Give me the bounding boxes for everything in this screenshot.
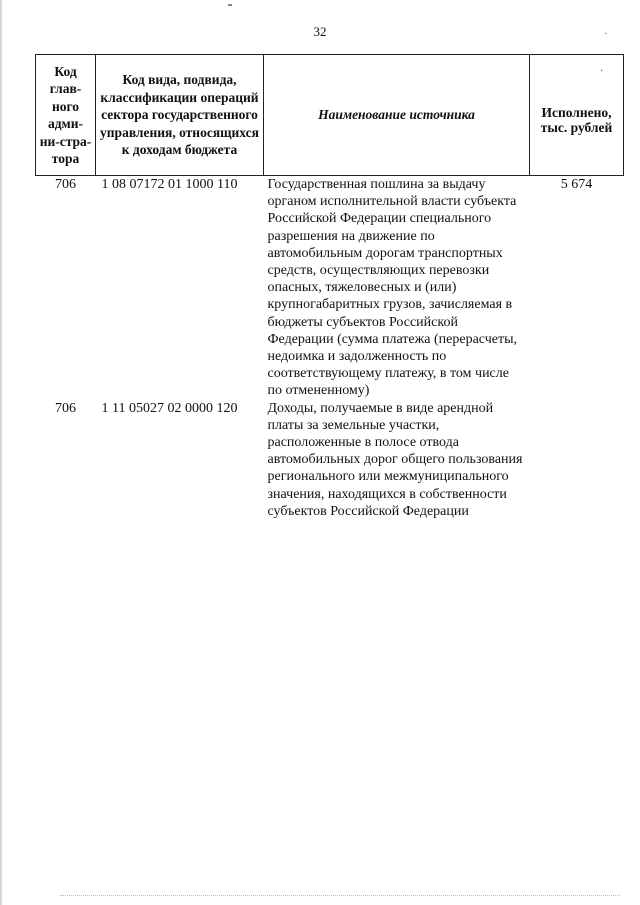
page-number: 32 bbox=[313, 24, 327, 39]
header-class-code: Код вида, подвида, классификации операций сектора государственного управления, относящихся к доходам бюджета bbox=[96, 55, 264, 176]
scan-mark bbox=[228, 4, 232, 6]
scan-dot: · bbox=[600, 66, 604, 77]
scan-artifact bbox=[60, 895, 620, 897]
class-code-cell: 1 11 05027 02 0000 120 bbox=[101, 400, 238, 416]
table-row bbox=[36, 400, 624, 520]
class-code-cell: 1 08 07172 01 1000 110 bbox=[101, 177, 238, 192]
scan-dot: ˙ bbox=[604, 32, 608, 43]
budget-revenue-table bbox=[35, 54, 624, 520]
table-header-row bbox=[36, 55, 624, 176]
header-source-name: Наименование источника bbox=[264, 55, 530, 176]
executed-cell bbox=[530, 400, 624, 520]
admin-code-cell: 706 bbox=[55, 400, 76, 416]
source-name-cell: Государственная пошлина за выдачу органом исполнительной власти субъекта Российской Федерации специального разрешения на движение по автомобильным дорогам транспортных средств, осуществляющих перевозки опасных, тяжеловесных и (или) крупногабаритных грузов, зачисляемая в бюджеты субъектов Российской Федерации (сумма платежа (перерасчеты, недоимка и задолженность по соответствующему платежу, в том числе по отмененному) bbox=[267, 177, 518, 399]
source-name-cell: Доходы, получаемые в виде арендной платы за земельные участки, расположенные в полосе отвода автомобильных дорог общего пользования регионального или межмуниципального значения, находящихся в собственности субъектов Российской Федерации bbox=[267, 400, 523, 519]
admin-code-cell: 706 bbox=[55, 177, 76, 192]
header-executed: Исполнено, тыс. рублей bbox=[530, 55, 624, 176]
table-row bbox=[36, 176, 624, 400]
header-admin-code: Код глав-ного адми-ни-стра-тора bbox=[36, 55, 96, 176]
executed-cell: 5 674 bbox=[560, 177, 593, 192]
scan-edge bbox=[0, 0, 2, 905]
